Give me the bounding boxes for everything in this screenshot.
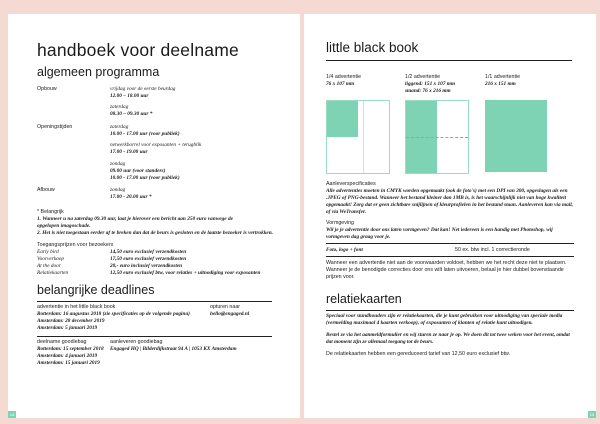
price-value: 17,50 euro exclusief verzendkosten [110, 256, 187, 262]
relatie-paragraph: De relatiekaarten hebben een gereduceerd tarief van 12,50 euro exclusief btw. [326, 351, 511, 357]
spec-text: Alle advertenties moeten in CMYK worden opgemaakt (ook de foto's) met een DPI van 300, opgeslagen als een .JPEG of PNG-bestand. Wanneer het bestand kleiner dan 1MB is, is het waarschijnlijk niet van hoge kwaliteit opgemaakt! Zorg dat er geen zichtbare snijlijnen of kleurprofielen in het bestand staan. Aanleveren kan via mail, of via WeTransfer. [326, 188, 574, 215]
goodiebag-line: Rotterdam: 15 september 2018 [37, 346, 104, 352]
opbouw-line: zaterdag [110, 104, 129, 110]
opening-line: 17.00 - 19.00 uur [110, 149, 148, 155]
price-line-label: Foto, logo + font [326, 247, 363, 253]
price-label: Relatiekaarten [37, 270, 69, 276]
opbouw-label: Opbouw [37, 86, 57, 92]
lbb-deadline-line: Amsterdam: 28 december 2019 [37, 318, 105, 324]
relatie-paragraph: Speciaal voor standhouders zijn er relatiekaarten, die je kunt gebruiken voor uitnodiging van speciale media (vermelding maximaal 4 kaarten verkoop), of exposanten of klanten of relatie kunt uitnodigen. [326, 313, 563, 326]
price-label: Voorverkoop [37, 256, 65, 262]
note-line: opgelopen imagoschade. [37, 223, 91, 229]
ad-size: liggend: 151 x 107 mm [405, 81, 456, 87]
goodiebag-line: Amsterdam: 15 januari 2019 [37, 360, 100, 366]
relatie-paragraph: Bestel ze via het aanmeldformulier en wij sturen ze naar je op. We doen dit tot twee weken voor het event, omdat dat moment zijn ze allemaal toegang tot de beurs. [326, 332, 570, 345]
vormgeving-text: Wil je je advertentie door ons laten vormgeven? Dat kan! Net iedereen is een handig met Photoshop, wij vormgeven dag graag voor je. [326, 227, 553, 240]
note-line: 2. Het is niet toegestaan eerder af te breken dan dat de beurs is gesloten en de laatste bezoeker is vertrokken. [37, 230, 273, 236]
lbb-deadline-line: Amsterdam: 5 januari 2019 [37, 325, 98, 331]
opturen-email[interactable]: hello@engaged.nl [210, 311, 250, 317]
price-value: 14,50 euro exclusief verzendkosten [110, 249, 187, 255]
price-label: Early bird [37, 249, 59, 255]
divider [37, 301, 272, 302]
aanleveren-label: aanleveren goodiebag [110, 339, 163, 345]
programma-heading: algemeen programma [37, 65, 160, 79]
opening-line: zondag [110, 161, 126, 167]
goodiebag-label: deelname goodiebag [37, 339, 87, 345]
deadlines-heading: belangrijke deadlines [37, 283, 155, 297]
quarter-page-ad-mock [326, 100, 390, 174]
ad-label: 1/1 advertentie [485, 74, 521, 80]
price-value: 20,- euro inclusief verzendkosten [110, 263, 183, 269]
right-page [304, 14, 596, 418]
notes-heading: * Belangrijk [37, 209, 64, 215]
opbouw-line: 12.00 – 18.00 uur [110, 93, 149, 99]
opening-line: 10.00 - 17.00 uur (voor publiek) [110, 175, 180, 181]
handbook-title: handboek voor deelname [37, 40, 239, 60]
divider [326, 243, 574, 244]
ad-label: 1/4 advertentie [326, 74, 362, 80]
lbb-deadline-label: advertentie in het little black book [37, 304, 116, 310]
vormgeving-heading: Vormgeving [326, 220, 354, 226]
page-number: 14 [9, 412, 15, 417]
relatie-heading: relatiekaarten [326, 292, 402, 306]
goodiebag-line: Amsterdam: 4 januari 2019 [37, 353, 98, 359]
full-page-ad-mock [485, 100, 547, 172]
opbouw-line: vrijdag voor de eerste beurdag [110, 86, 176, 92]
aanleveren-address: Engaged HQ | Bilderdijkstraat 94 A | 1053 KX Amsterdam [110, 346, 237, 352]
lbb-deadline-line: Rotterdam: 16 augustus 2018 (zie specificaties op de volgende pagina) [37, 311, 190, 317]
opturen-label: opturen naar [210, 304, 241, 310]
lbb-title: little black book [326, 40, 419, 55]
opening-label: Openingstijden [37, 124, 73, 130]
ad-label: 1/2 advertentie [405, 74, 441, 80]
left-page [8, 14, 300, 418]
opening-line: 09.00 uur (voor standers) [110, 168, 166, 174]
divider [326, 256, 574, 257]
page-number: 15 [589, 412, 595, 417]
spec-heading: Aanleverspecificaties [326, 181, 376, 187]
half-page-ad-mock [405, 100, 469, 174]
price-line-value: 50 ex. btw incl. 1 correctieronde [455, 247, 530, 253]
ad-size: 216 x 151 mm [485, 81, 516, 87]
afbouw-line: 17.00 - 20.00 uur * [110, 194, 152, 200]
ad-size: 76 x 107 mm [326, 81, 355, 87]
price-label: At the door [37, 263, 61, 269]
opbouw-line: 08.30 – 09.30 uur * [110, 111, 153, 117]
afbouw-line: zondag [110, 187, 126, 193]
prices-heading: Toegangsprijzen voor bezoekers [37, 242, 114, 248]
ad-size: staand: 76 x 216 mm [405, 88, 451, 94]
divider [326, 310, 574, 311]
opening-line: 10.00 - 17.00 uur (voor publiek) [110, 131, 180, 137]
notice-text: Wanneer een advertentie niet aan de voorwaarden voldoet, hebben we het recht deze niet te plaatsen. Wanneer je de benodigde correcties door ons wilt laten uitvoeren, betaal je hier dubbel bovenstaande prijzen voor. [326, 260, 567, 280]
opening-line: netwerkborrel voor exposanten + terugblik [110, 142, 202, 148]
divider [326, 60, 572, 61]
note-line: 1. Wanneer u na zaterdag 09.30 uur, laat je hierover een bericht aan 250 euro vanwege de [37, 216, 233, 222]
afbouw-label: Afbouw [37, 187, 55, 193]
divider [37, 336, 272, 337]
price-value: 12,50 euro exclusief btw, voor relaties + uitnodiging voor exposanten [110, 270, 261, 276]
opening-line: zaterdag [110, 124, 129, 130]
